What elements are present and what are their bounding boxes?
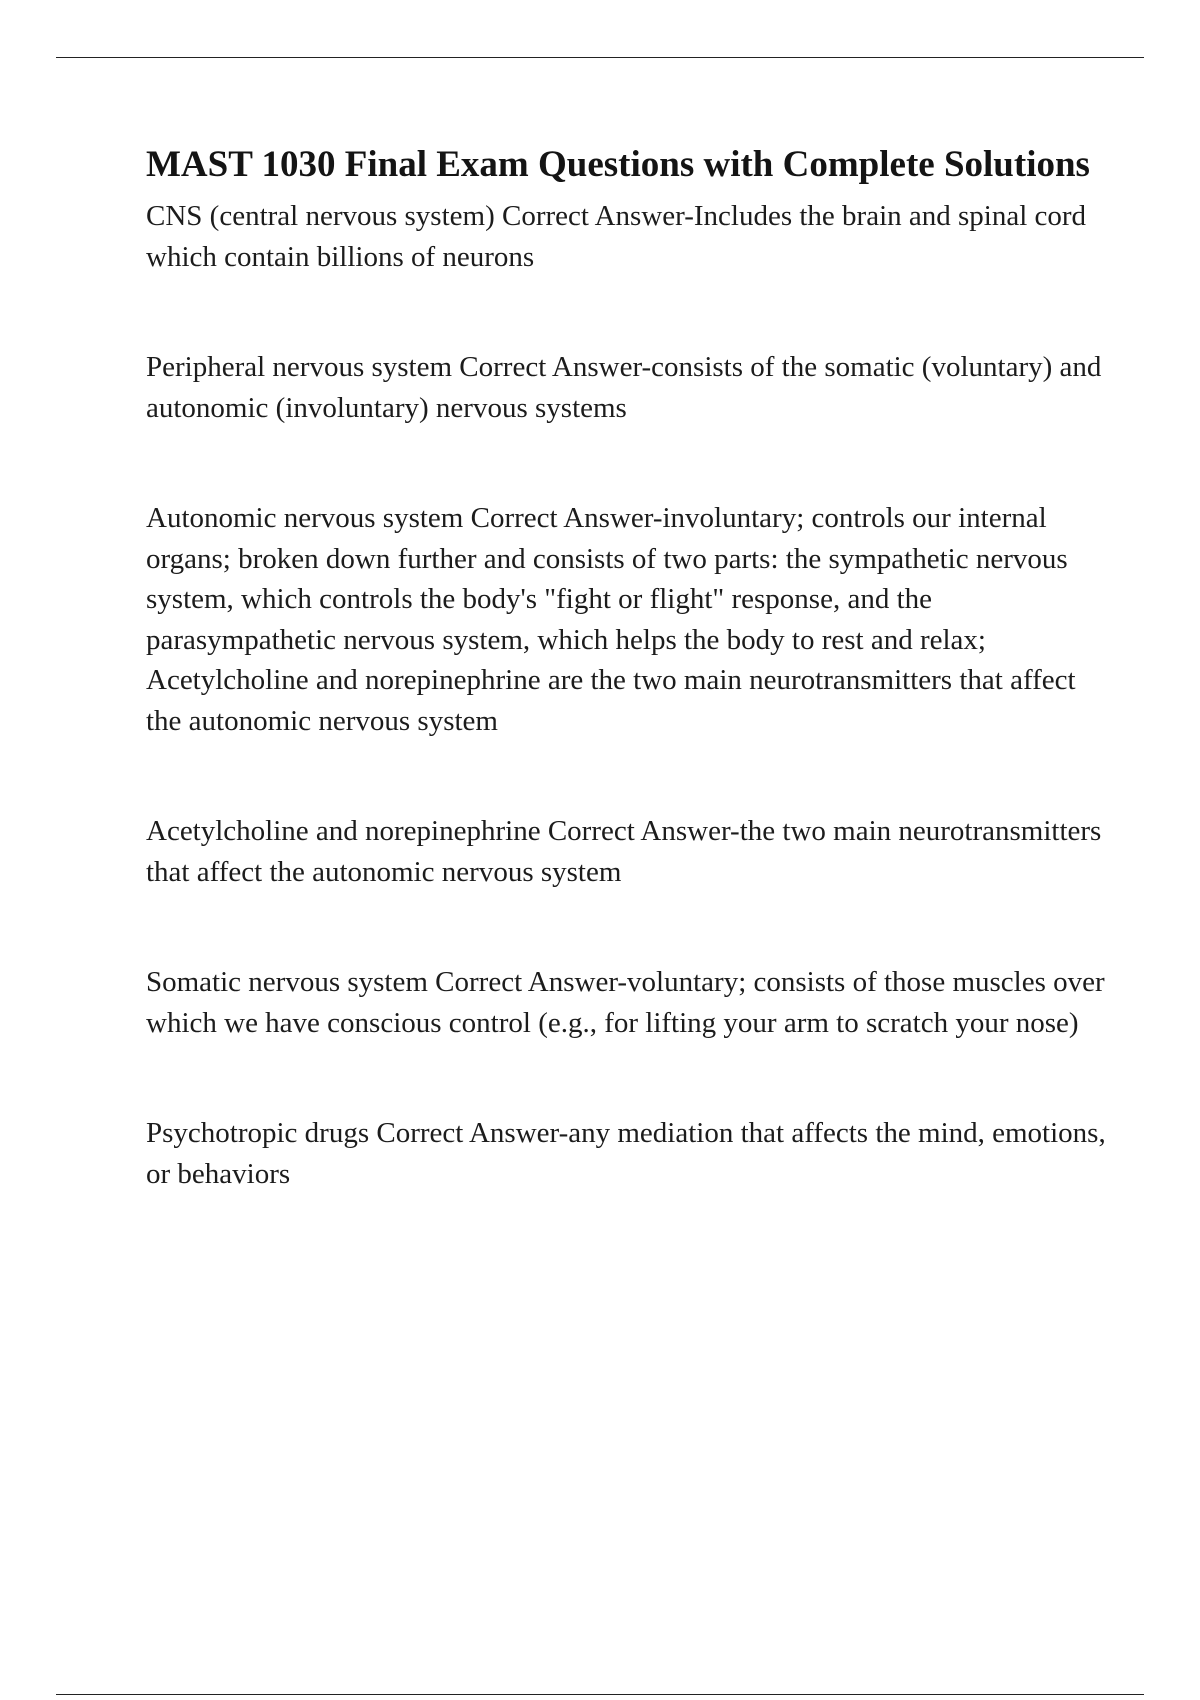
qa-entry-psychotropic-drugs: Psychotropic drugs Correct Answer-any mediation that affects the mind, emotions, or behaviors: [146, 1117, 1106, 1190]
document-title: MAST 1030 Final Exam Questions with Complete Solutions: [146, 144, 1090, 185]
qa-entry-autonomic-nervous-system: Autonomic nervous system Correct Answer-involuntary; controls our internal organs; broken down further and consists of two parts: the sympathetic nervous system, which controls the body's "fight or flight" response, and the parasympathetic nervous system, which helps the body to rest and relax; Acetylcholine and norepinephrine are the two main neurotransmitters that affect the autonomic nervous system: [146, 502, 1076, 737]
qa-entry-acetylcholine-norepinephrine: Acetylcholine and norepinephrine Correct Answer-the two main neurotransmitters that affect the autonomic nervous system: [146, 815, 1102, 888]
qa-entry-cns: CNS (central nervous system) Correct Answer-Includes the brain and spinal cord which contain billions of neurons: [146, 200, 1087, 273]
footer-rule: [56, 1694, 1144, 1695]
document-body: [146, 140, 1106, 1194]
qa-list: [146, 196, 1106, 1194]
header-rule: [56, 57, 1144, 58]
qa-entry-somatic-nervous-system: Somatic nervous system Correct Answer-voluntary; consists of those muscles over which we have conscious control (e.g., for lifting your arm to scratch your nose): [146, 966, 1105, 1039]
qa-entry-peripheral-nervous-system: Peripheral nervous system Correct Answer-consists of the somatic (voluntary) and autonomic (involuntary) nervous systems: [146, 351, 1102, 424]
